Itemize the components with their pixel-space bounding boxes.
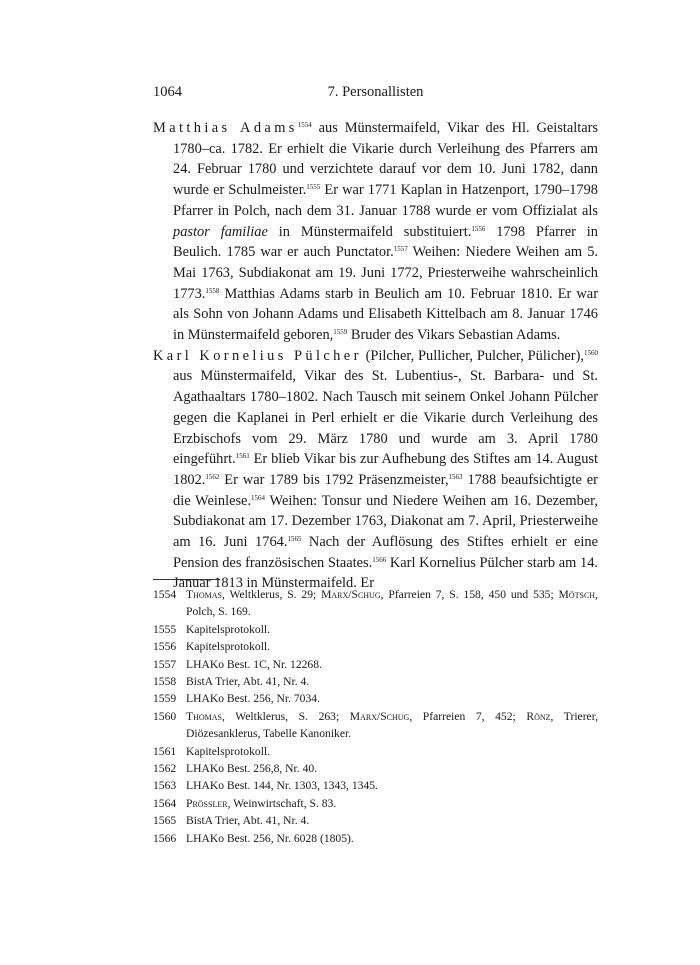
footnote-number: 1566	[153, 831, 177, 845]
footnote-number: 1562	[153, 762, 177, 776]
footnote-ref[interactable]: 1559	[333, 328, 348, 337]
footnote-text: LHAKo Best. 256, Nr. 6028 (1805).	[186, 831, 354, 845]
footnote-number: 1554	[153, 588, 177, 601]
footnote-1556	[153, 638, 598, 655]
entry-matthias-adams	[153, 118, 598, 346]
entry-text: Weihen: Niedere Weihen am 5. Mai 1763, Subdiakonat am 19. Juni 1772, Priesterweihe wahrscheinlich 1773.	[173, 244, 598, 302]
footnote-ref[interactable]: 1563	[448, 472, 463, 481]
footnote-text: LHAKo Best. 256,8, Nr. 40.	[186, 762, 318, 776]
footnote-1566	[153, 830, 598, 847]
footnote-ref[interactable]: 1565	[287, 535, 302, 544]
footnote-divider	[153, 579, 220, 580]
footnote-ref[interactable]: 1562	[205, 472, 220, 481]
footnote-text: BistA Trier, Abt. 41, Nr. 4.	[186, 675, 310, 689]
author-name: Rönz	[526, 709, 551, 723]
person-name: Karl Kornelius Pülcher	[153, 347, 362, 364]
footnote-number: 1557	[153, 657, 177, 671]
author-name: Marx/Schug	[321, 588, 381, 601]
footnote-text: , Trierer, Diözesanklerus, Tabelle Kanoniker.	[186, 709, 599, 741]
author-name: Prössler	[186, 796, 228, 810]
footnote-ref[interactable]: 1564	[251, 493, 266, 502]
footnote-1555	[153, 621, 598, 638]
footnote-text: BistA Trier, Abt. 41, Nr. 4.	[186, 814, 310, 828]
footnote-number: 1560	[153, 709, 177, 723]
person-name: Matthias Adams	[153, 120, 298, 136]
footnote-1563	[153, 777, 598, 794]
footnote-1565	[153, 812, 598, 829]
entry-karl-kornelius-puelcher	[153, 346, 598, 594]
entry-text: Er war 1771 Kaplan in Hatzenport, 1790–1798 Pfarrer in Polch, nach dem 31. Januar 1788 wurde er vom Offizialat als	[173, 182, 598, 219]
footnote-ref[interactable]: 1561	[235, 452, 250, 461]
footnote-ref[interactable]: 1556	[471, 224, 486, 233]
footnote-1559	[153, 690, 598, 707]
entry-text: aus Münstermaifeld, Vikar des Hl. Geistaltars 1780–ca. 1782. Er erhielt die Vikarie durch Verleihung des Pfarrers am 24. Februar 1780 und verzichtete darauf vor dem 10. Juni 1782, dann wurde er Schulmeister.	[173, 120, 598, 199]
footnote-number: 1565	[153, 814, 177, 828]
footnote-text: , Polch, S. 169.	[186, 588, 598, 619]
footnote-1557	[153, 656, 598, 673]
footnote-number: 1559	[153, 692, 177, 706]
footnote-text: , Pfarreien 7, S. 158, 450 und 535;	[380, 588, 559, 601]
author-name: Thomas	[186, 709, 222, 723]
author-name: Mötsch	[558, 588, 596, 601]
footnote-1558	[153, 673, 598, 690]
footnote-ref[interactable]: 1560	[584, 348, 598, 357]
footnotes	[153, 586, 598, 847]
footnote-ref[interactable]: 1557	[393, 245, 408, 254]
footnote-1560	[153, 708, 598, 743]
footnote-number: 1561	[153, 744, 177, 758]
footnote-text: Kapitelsprotokoll.	[186, 744, 271, 758]
entry-text: aus Münstermaifeld, Vikar des St. Lubentius-, St. Barbara- und St. Agathaaltars 1780–1802. Nach Tausch mit seinem Onkel Johann Pülcher gegen die Kaplanei in Perl erhielt er die Vikarie durch Verleihung des Erzbischofs vom 29. März 1780 und wurde am 3. April 1780 eingeführt.	[173, 368, 598, 468]
footnote-text: , Weltklerus, S. 263;	[221, 709, 350, 723]
footnote-ref[interactable]: 1558	[205, 286, 220, 295]
footnote-number: 1558	[153, 675, 177, 689]
footnote-text: , Weinwirtschaft, S. 83.	[227, 796, 337, 810]
footnote-number: 1563	[153, 779, 177, 793]
footnote-text: , Weltklerus, S. 29;	[221, 588, 322, 601]
entry-text: in Münstermaifeld substituiert.	[267, 223, 472, 240]
italic-term: pastor familiae	[173, 223, 268, 240]
entry-text: 1788 beaufsichtigte er die Weinlese.	[173, 471, 598, 509]
page-number: 1064	[153, 84, 182, 100]
footnote-1554	[153, 586, 598, 621]
footnote-1561	[153, 743, 598, 760]
footnote-number: 1564	[153, 796, 177, 810]
footnote-ref[interactable]: 1555	[306, 183, 321, 192]
footnote-text: LHAKo Best. 144, Nr. 1303, 1343, 1345.	[186, 779, 378, 793]
entry-text: (Pilcher, Pullicher, Pulcher, Pülicher),	[361, 347, 584, 364]
footnote-ref[interactable]: 1566	[372, 555, 387, 564]
author-name: Marx/Schug	[349, 709, 410, 723]
footnote-1562	[153, 760, 598, 777]
page-header	[153, 84, 598, 106]
footnote-text: LHAKo Best. 256, Nr. 7034.	[186, 692, 320, 706]
footnote-ref[interactable]: 1554	[297, 121, 312, 129]
entry-text: Bruder des Vikars Sebastian Adams.	[347, 327, 561, 344]
main-text	[153, 118, 598, 594]
entry-text: Weihen: Tonsur und Niedere Weihen am 16. Dezember, Subdiakonat am 17. Dezember 1763, Diakonat am 7. April, Priesterweihe am 16. Juni 1764.	[173, 492, 598, 551]
entry-text: Er blieb Vikar bis zur Aufhebung des Stiftes am 14. August 1802.	[173, 451, 598, 488]
footnote-text: Kapitelsprotokoll.	[186, 640, 271, 654]
footnote-number: 1556	[153, 640, 177, 654]
entry-text: Nach der Auflösung des Stiftes erhielt er eine Pension des französischen Staates.	[173, 534, 598, 571]
footnote-text: Kapitelsprotokoll.	[186, 622, 271, 636]
footnote-1564	[153, 795, 598, 812]
entry-text: Karl Kornelius Pülcher starb am 14. Januar 1813 in Münstermaifeld. Er	[173, 554, 598, 592]
entry-text: 1798 Pfarrer in Beulich. 1785 war er auch Punctator.	[173, 223, 598, 261]
footnote-number: 1555	[153, 622, 177, 636]
running-title: 7. Personallisten	[327, 84, 424, 100]
entry-text: Matthias Adams starb in Beulich am 10. Februar 1810. Er war als Sohn von Johann Adams und Elisabeth Kittelbach am 8. Januar 1746 in Münstermaifeld geboren,	[173, 285, 598, 344]
entry-text: Er war 1789 bis 1792 Präsenzmeister,	[219, 471, 449, 488]
footnote-text: LHAKo Best. 1C, Nr. 12268.	[186, 657, 322, 671]
author-name: Thomas	[186, 588, 222, 601]
footnote-text: , Pfarreien 7, 452;	[409, 709, 527, 723]
